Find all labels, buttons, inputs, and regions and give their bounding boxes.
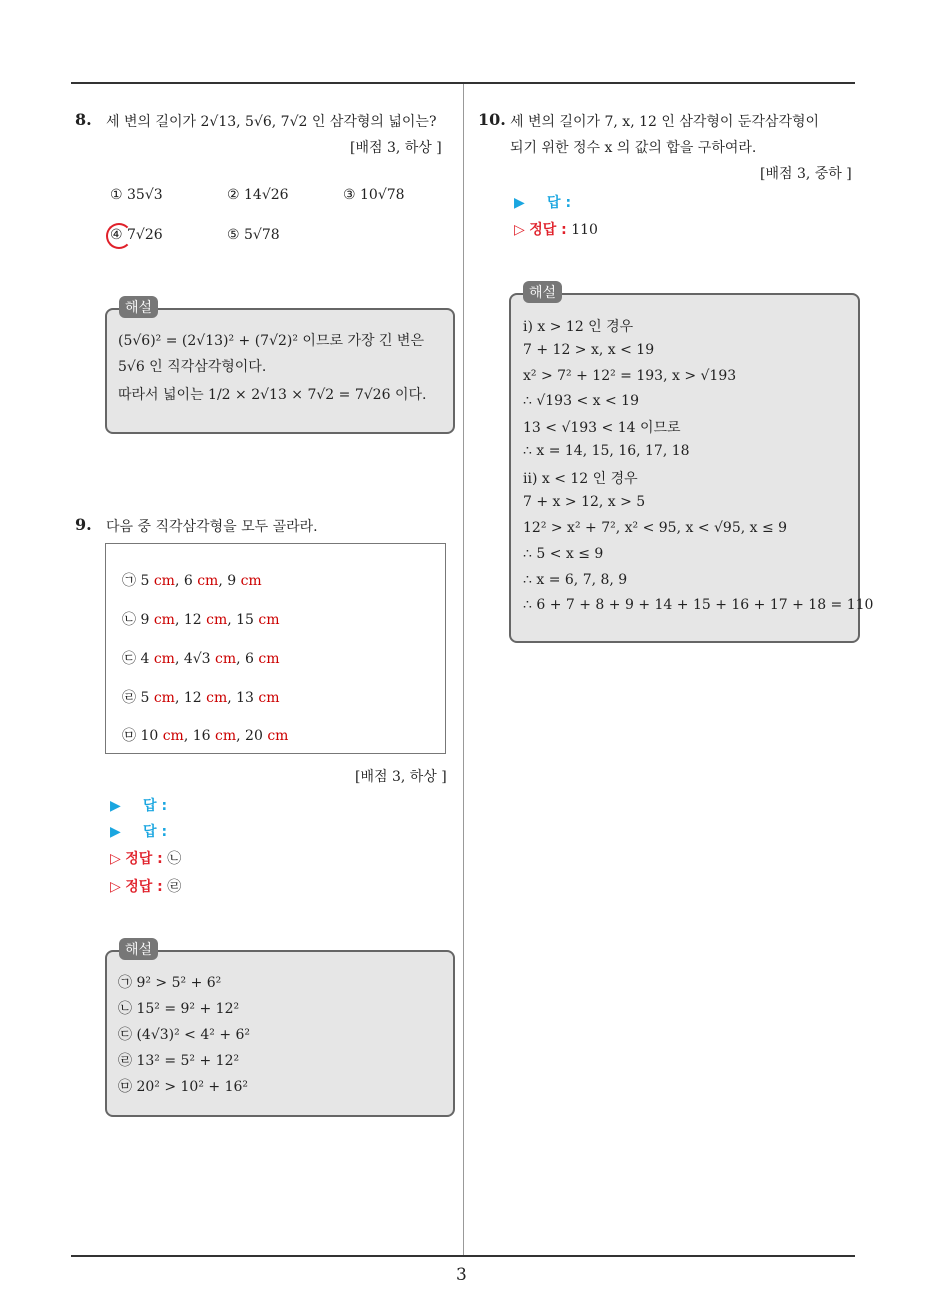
correct-value: 110 xyxy=(571,222,598,238)
q9-option-value: 4 cm, 4√3 cm, 6 cm xyxy=(140,651,280,667)
correct-arrow-icon: ▷ xyxy=(110,851,121,867)
q9-option-value: 9 cm, 12 cm, 15 cm xyxy=(140,612,280,628)
answer-arrow-icon: ▶ xyxy=(110,824,121,840)
q8-choice-1[interactable]: ① 35√3 xyxy=(110,187,163,203)
q10-text-line-2: 되기 위한 정수 x 의 값의 합을 구하여라. xyxy=(510,140,757,156)
q9-option-3 xyxy=(122,648,280,668)
q10-solution-line-9: 12² > x² + 7², x² < 95, x < √95, x ≤ 9 xyxy=(523,520,788,536)
q9-option-value: 10 cm, 16 cm, 20 cm xyxy=(140,728,289,744)
q10-solution-line-5: 13 < √193 < 14 이므로 xyxy=(523,420,681,436)
q9-solution-line-3: ㉢ (4√3)² < 4² + 6² xyxy=(118,1027,251,1043)
answer-label: 답 : xyxy=(143,824,168,840)
correct-value: ㉣ xyxy=(167,879,182,895)
q10-solution-line-10: ∴ 5 < x ≤ 9 xyxy=(523,546,604,562)
q10-solution-line-2: 7 + 12 > x, x < 19 xyxy=(523,342,655,358)
q9-option-1 xyxy=(122,570,262,590)
answer-arrow-icon: ▶ xyxy=(514,195,525,211)
q10-score: [배점 3, 중하 ] xyxy=(760,166,852,182)
q10-answer-row xyxy=(514,192,571,212)
q9-option-mark: ㉡ xyxy=(122,612,136,628)
q9-option-mark: ㉤ xyxy=(122,728,136,744)
q10-solution-line-7: ⅱ) x < 12 인 경우 xyxy=(523,471,638,487)
bottom-rule xyxy=(71,1255,855,1257)
q9-answer-row-1 xyxy=(110,795,167,815)
q9-correct-row-2 xyxy=(110,876,181,896)
q8-solution-line-2: 5√6 인 직각삼각형이다. xyxy=(118,359,267,375)
q8-number: 8. xyxy=(75,110,92,129)
q10-solution-line-12: ∴ 6 + 7 + 8 + 9 + 14 + 15 + 16 + 17 + 18 = 110 xyxy=(523,597,874,613)
q9-answer-row-2 xyxy=(110,821,167,841)
q8-score: [배점 3, 하상 ] xyxy=(350,140,442,156)
answer-arrow-icon: ▶ xyxy=(110,798,121,814)
q10-correct-row xyxy=(514,219,598,239)
q10-solution-line-4: ∴ √193 < x < 19 xyxy=(523,393,639,409)
q9-option-mark: ㉢ xyxy=(122,651,136,667)
answer-label: 답 : xyxy=(143,798,168,814)
q10-solution-line-6: ∴ x = 14, 15, 16, 17, 18 xyxy=(523,443,690,459)
q8-solution-line-3: 따라서 넓이는 1/2 × 2√13 × 7√2 = 7√26 이다. xyxy=(118,387,427,403)
q10-solution-line-3: x² > 7² + 12² = 193, x > √193 xyxy=(523,368,737,384)
q8-solution-tag: 해설 xyxy=(119,296,158,318)
q9-solution-tag: 해설 xyxy=(119,938,158,960)
q8-text: 세 변의 길이가 2√13, 5√6, 7√2 인 삼각형의 넓이는? xyxy=(106,114,437,130)
q9-option-value: 5 cm, 12 cm, 13 cm xyxy=(140,690,280,706)
q9-score: [배점 3, 하상 ] xyxy=(355,769,447,785)
correct-label: 정답 : xyxy=(529,222,567,238)
correct-value: ㉡ xyxy=(167,851,182,867)
correct-arrow-icon: ▷ xyxy=(514,222,525,238)
q8-solution-line-1: (5√6)² = (2√13)² + (7√2)² 이므로 가장 긴 변은 xyxy=(118,333,424,349)
q10-solution-line-1: ⅰ) x > 12 인 경우 xyxy=(523,319,634,335)
correct-arrow-icon: ▷ xyxy=(110,879,121,895)
q9-option-mark: ㉣ xyxy=(122,690,136,706)
page-number: 3 xyxy=(456,1265,467,1285)
q10-solution-line-8: 7 + x > 12, x > 5 xyxy=(523,494,646,510)
q9-option-value: 5 cm, 6 cm, 9 cm xyxy=(140,573,262,589)
correct-label: 정답 : xyxy=(125,851,163,867)
q9-option-2 xyxy=(122,609,280,629)
q8-choice-2[interactable]: ② 14√26 xyxy=(227,187,289,203)
q10-number: 10. xyxy=(478,110,506,129)
q9-solution-line-4: ㉣ 13² = 5² + 12² xyxy=(118,1053,240,1069)
q9-solution-line-1: ㉠ 9² > 5² + 6² xyxy=(118,975,222,991)
q9-correct-row-1 xyxy=(110,848,181,868)
column-divider xyxy=(463,84,464,1256)
q10-solution-line-11: ∴ x = 6, 7, 8, 9 xyxy=(523,572,628,588)
q10-text-line-1: 세 변의 길이가 7, x, 12 인 삼각형이 둔각삼각형이 xyxy=(510,114,820,130)
q10-solution-tag: 해설 xyxy=(523,281,562,303)
q9-solution-line-2: ㉡ 15² = 9² + 12² xyxy=(118,1001,240,1017)
answer-label: 답 : xyxy=(547,195,572,211)
q9-number: 9. xyxy=(75,515,92,534)
q8-choice-4[interactable]: ④ 7√26 xyxy=(110,227,163,243)
q8-choice-5[interactable]: ⑤ 5√78 xyxy=(227,227,280,243)
q9-option-5 xyxy=(122,725,288,745)
q9-text: 다음 중 직각삼각형을 모두 골라라. xyxy=(106,519,318,535)
correct-label: 정답 : xyxy=(125,879,163,895)
q9-solution-line-5: ㉤ 20² > 10² + 16² xyxy=(118,1079,248,1095)
q8-choice-3[interactable]: ③ 10√78 xyxy=(343,187,405,203)
q9-option-mark: ㉠ xyxy=(122,573,136,589)
q9-option-4 xyxy=(122,687,280,707)
